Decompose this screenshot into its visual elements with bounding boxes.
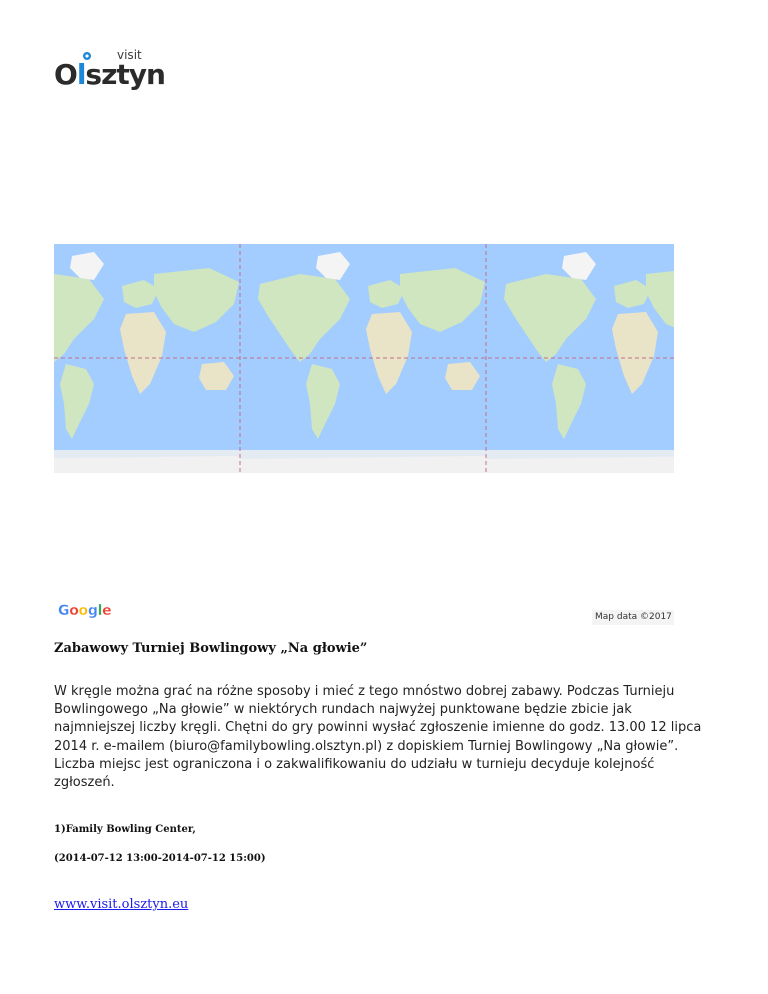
logo-letters-sztyn: sztyn bbox=[85, 58, 165, 91]
google-logo-letter: o bbox=[69, 603, 79, 619]
logo-letter-l: l bbox=[76, 58, 86, 91]
logo-letter-o: O bbox=[54, 58, 77, 91]
event-venue: 1)Family Bowling Center, bbox=[54, 824, 196, 835]
google-logo[interactable] bbox=[58, 603, 111, 619]
event-description: W kręgle można grać na różne sposoby i mieć z tego mnóstwo dobrej zabawy. Podczas Turnieju Bowlingowego „Na głowie” w niektórych rundach najwyżej punktowane będzie zbicie jak najmniejszej liczby kręgli. Chętni do gry powinni wysłać zgłoszenie imienne do godz. 13.00 12 lipca 2014 r. e-mailem (biuro@familybowling.olsztyn.pl) z dopiskiem Turniej Bowlingowy „Na głowie”. Liczba miejsc jest ograniczona i o zakwalifikowaniu do udziału w turnieju decyduje kolejność zgłoszeń. bbox=[54, 684, 702, 791]
event-title: Zabawowy Turniej Bowlingowy „Na głowie” bbox=[54, 641, 368, 656]
map-attribution[interactable]: Map data ©2017 bbox=[592, 610, 674, 625]
google-logo-letter: e bbox=[102, 603, 112, 619]
logo-wordmark bbox=[54, 59, 165, 91]
world-map[interactable] bbox=[54, 244, 674, 473]
google-logo-letter: o bbox=[78, 603, 88, 619]
event-datetime: (2014-07-12 13:00-2014-07-12 15:00) bbox=[54, 853, 266, 864]
map-tiles[interactable] bbox=[54, 244, 674, 473]
visit-olsztyn-logo[interactable] bbox=[54, 46, 165, 96]
logo-visit-text: visit bbox=[117, 48, 142, 62]
google-logo-letter: l bbox=[97, 603, 103, 619]
google-logo-letter: G bbox=[58, 603, 70, 619]
website-link[interactable]: www.visit.olsztyn.eu bbox=[54, 897, 189, 912]
google-logo-letter: g bbox=[87, 603, 98, 619]
